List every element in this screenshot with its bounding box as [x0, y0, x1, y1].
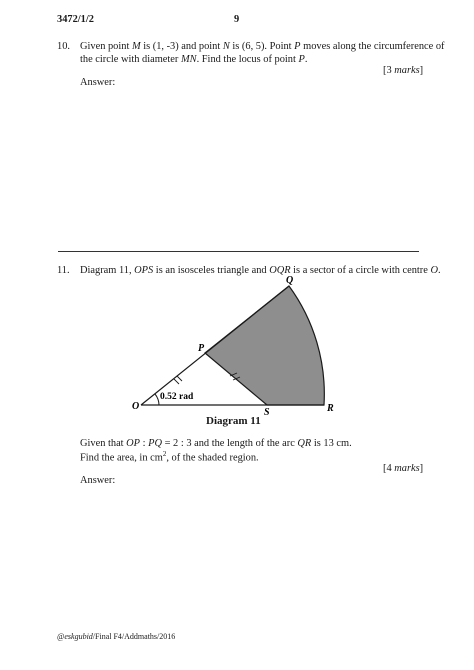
q11-line1-text: is an isosceles triangle and: [153, 265, 270, 276]
label-o: O: [132, 401, 140, 412]
diagram-caption: Diagram 11: [206, 415, 261, 427]
label-s: S: [264, 407, 270, 418]
q10-line-1: [80, 40, 445, 54]
q10-point-p: P: [294, 41, 301, 52]
paper-code: 3472/1/2: [57, 14, 94, 25]
q11-arc-qr: QR: [297, 438, 312, 449]
q10-line2-text: the circle with diameter: [80, 54, 181, 65]
q11-given-text: Given that: [80, 438, 127, 449]
label-r: R: [327, 403, 334, 414]
q10-line1-text: Given point: [80, 41, 132, 52]
q10-marks-open: [3: [383, 65, 395, 76]
q10-line1-text: moves along the circumference of: [300, 41, 445, 52]
q11-find-text: Find the area, in cm: [80, 452, 163, 464]
q11-marks: [383, 462, 423, 476]
q11-find-sup: 2: [162, 450, 167, 458]
q10-marks: [383, 64, 423, 78]
q10-line1-text: is (1, -3) and point: [140, 41, 223, 52]
q10-answer-label: Answer:: [80, 77, 116, 88]
q10-marks-word: marks: [394, 65, 420, 76]
q11-marks-close: ]: [419, 463, 424, 474]
q10-marks-close: ]: [419, 65, 424, 76]
q11-marks-word: marks: [394, 463, 420, 474]
q10-number: 10.: [57, 41, 70, 52]
q10-point-n: N: [222, 41, 230, 52]
label-p: P: [198, 343, 205, 354]
q11-centre-o: O: [430, 265, 438, 276]
question-divider: [58, 251, 419, 252]
q11-line1-text: is a sector of a circle with centre: [290, 265, 431, 276]
q11-find: [80, 450, 259, 465]
q10-line2-text: .: [304, 54, 308, 65]
q11-given-text: :: [140, 438, 149, 449]
q11-answer-label: Answer:: [80, 475, 116, 486]
shaded-region: [205, 286, 324, 405]
q11-line1-text: Diagram 11,: [80, 265, 135, 276]
q11-triangle-ops: OPS: [134, 265, 154, 276]
q11-given-text: is 13 cm.: [311, 438, 352, 449]
q10-line1-text: is (6, 5). Point: [229, 41, 295, 52]
label-q: Q: [286, 275, 294, 286]
q11-sector-oqr: OQR: [269, 265, 291, 276]
q10-point-m: M: [131, 41, 141, 52]
q11-find-text: , of the shaded region.: [166, 452, 259, 464]
footer-handle: @eskgubid: [57, 632, 93, 641]
footer-text: /Final F4/Addmaths/2016: [92, 632, 176, 641]
angle-label: 0.52 rad: [160, 392, 194, 402]
q10-diameter-mn: MN: [180, 54, 197, 65]
q11-given: [80, 437, 352, 451]
q11-marks-open: [4: [383, 463, 395, 474]
q11-given-text: = 2 : 3 and the length of the arc: [161, 438, 298, 449]
q11-op: OP: [126, 438, 141, 449]
page-number: 9: [234, 14, 240, 25]
q10-point-p: P: [298, 54, 305, 65]
footer: [57, 632, 175, 642]
q10-line2-text: . Find the locus of point: [196, 54, 299, 65]
q11-line1-text: .: [438, 265, 441, 276]
q11-number: 11.: [57, 265, 70, 276]
angle-arc: [155, 394, 159, 405]
q10-line-2: [80, 53, 307, 67]
q11-pq: PQ: [148, 438, 162, 449]
